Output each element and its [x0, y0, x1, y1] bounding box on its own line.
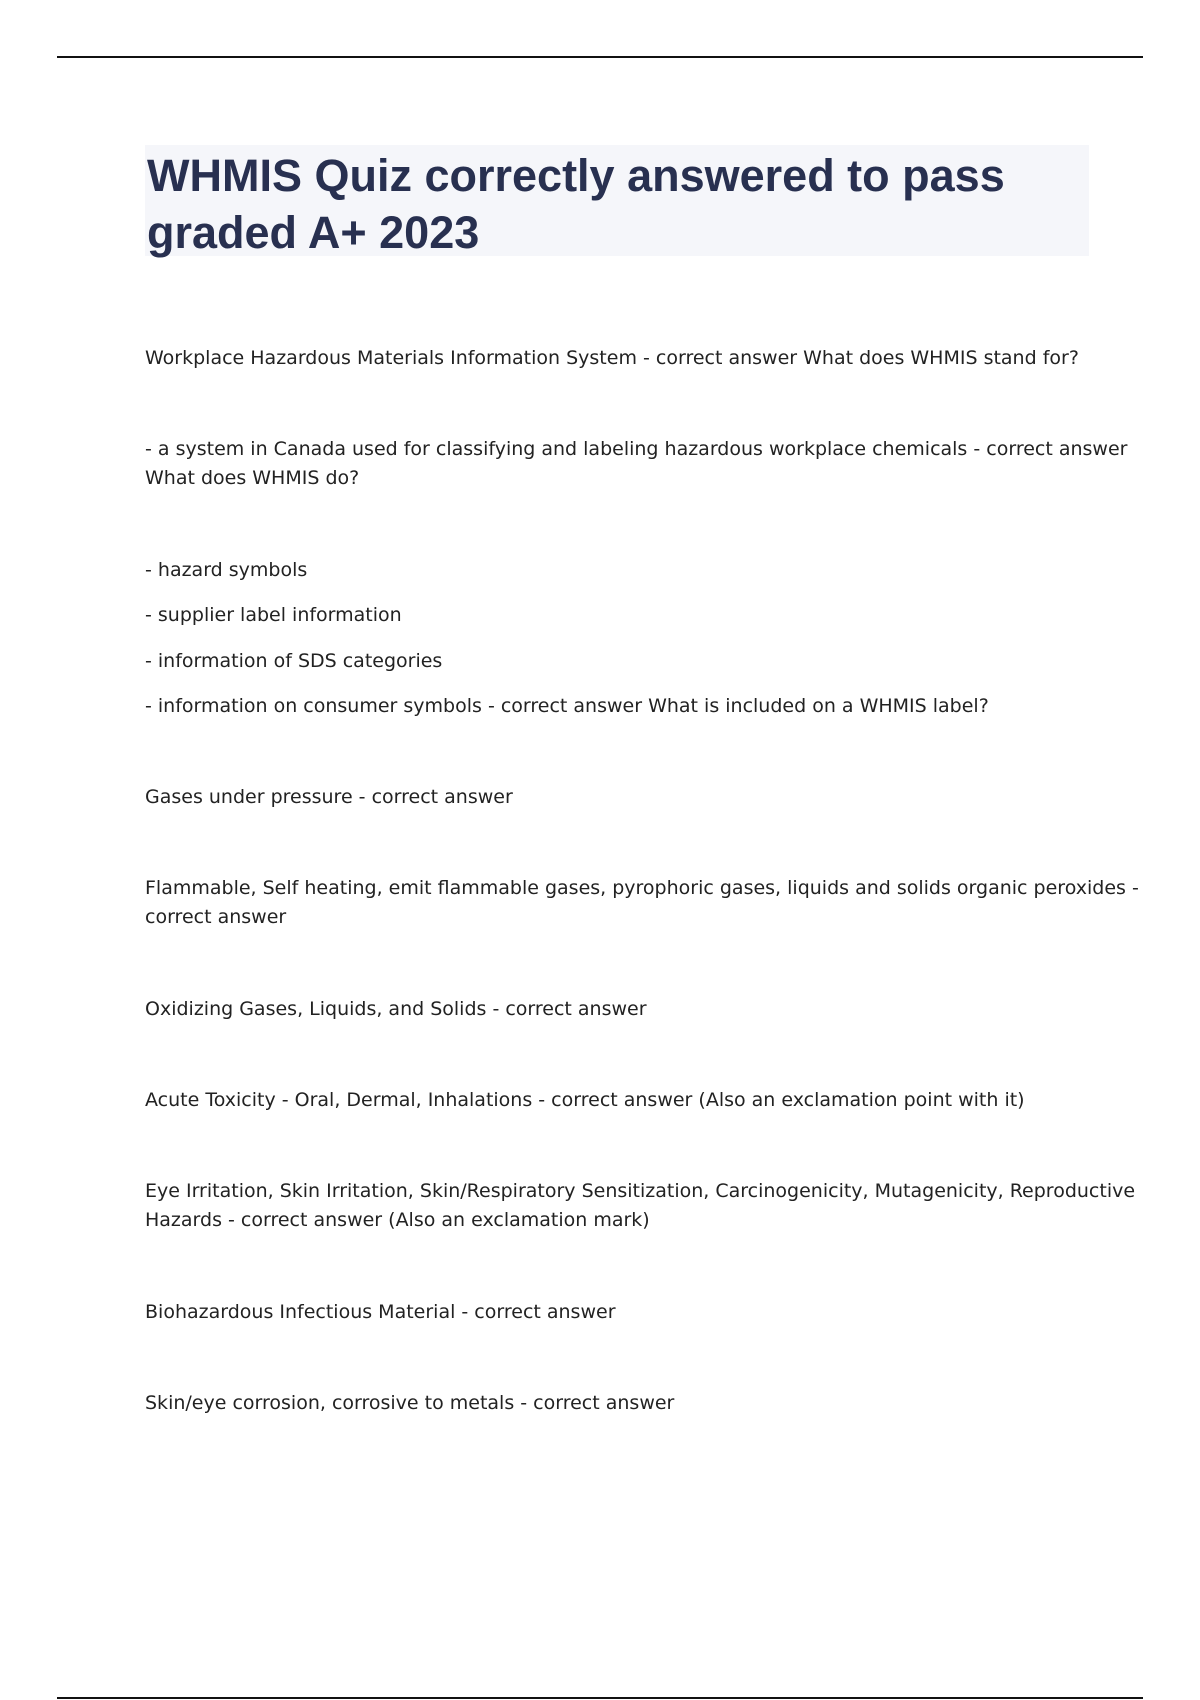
list-item-sds-categories: - information of SDS categories — [145, 650, 443, 672]
entry-flammable-line2: correct answer — [145, 906, 287, 928]
entry-what-does-whmis-do-line2: What does WHMIS do? — [145, 467, 360, 489]
entry-health-hazards-line1: Eye Irritation, Skin Irritation, Skin/Respiratory Sensitization, Carcinogenicity, Mutagenicity, Reproductive — [145, 1180, 1136, 1202]
footer-rule — [57, 1697, 1143, 1699]
entry-oxidizing: Oxidizing Gases, Liquids, and Solids - correct answer — [145, 998, 647, 1020]
list-item-supplier-label: - supplier label information — [145, 604, 402, 626]
list-item-hazard-symbols: - hazard symbols — [145, 559, 308, 581]
entry-gases-under-pressure: Gases under pressure - correct answer — [145, 786, 513, 808]
document-title: WHMIS Quiz correctly answered to pass graded A+ 2023 — [147, 150, 1005, 258]
entry-biohazardous: Biohazardous Infectious Material - correct answer — [145, 1301, 616, 1323]
header-rule — [57, 56, 1143, 58]
title-box — [145, 145, 1089, 256]
entry-corrosion: Skin/eye corrosion, corrosive to metals - correct answer — [145, 1392, 675, 1414]
list-item-consumer-symbols: - information on consumer symbols - correct answer What is included on a WHMIS label? — [145, 695, 989, 717]
entry-acute-toxicity: Acute Toxicity - Oral, Dermal, Inhalations - correct answer (Also an exclamation point with it) — [145, 1089, 1025, 1111]
entry-what-does-whmis-do-line1: - a system in Canada used for classifying and labeling hazardous workplace chemicals - correct answer — [145, 438, 1128, 460]
entry-what-does-whmis-stand-for: Workplace Hazardous Materials Information System - correct answer What does WHMIS stand for? — [145, 347, 1079, 369]
entry-flammable-line1: Flammable, Self heating, emit flammable gases, pyrophoric gases, liquids and solids organic peroxides - — [145, 877, 1139, 899]
entry-health-hazards-line2: Hazards - correct answer (Also an exclamation mark) — [145, 1209, 650, 1231]
